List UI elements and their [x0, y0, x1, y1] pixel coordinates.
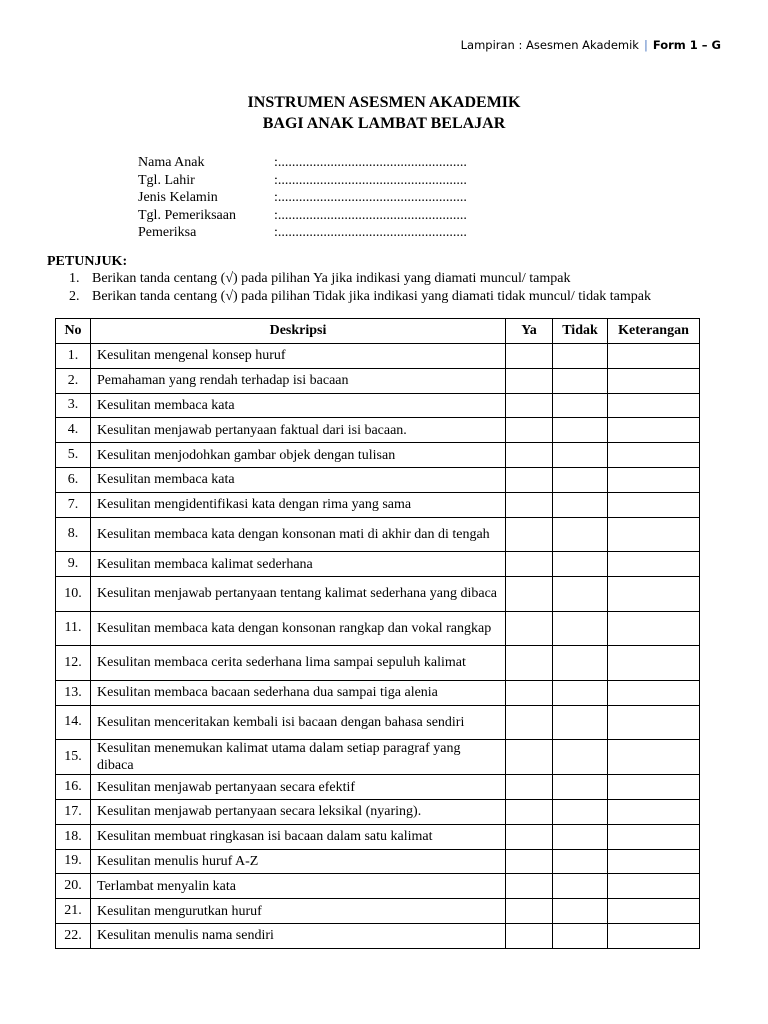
checkbox-cell-ya[interactable] — [506, 874, 553, 899]
checkbox-cell-ya[interactable] — [506, 799, 553, 824]
field-label: Jenis Kelamin — [138, 190, 218, 205]
table-header-row — [56, 319, 700, 344]
document-title: INSTRUMEN ASESMEN AKADEMIK — [247, 94, 521, 111]
table-row — [56, 799, 700, 824]
table-row — [56, 393, 700, 418]
notes-cell[interactable] — [608, 874, 700, 899]
row-number: 10. — [56, 576, 91, 611]
row-number: 2. — [56, 368, 91, 393]
checkbox-cell-tidak[interactable] — [553, 849, 608, 874]
notes-cell[interactable] — [608, 611, 700, 646]
instruction-number: 1. — [69, 271, 80, 286]
table-row — [56, 517, 700, 552]
row-description: Kesulitan menjawab pertanyaan faktual dari isi bacaan. — [91, 418, 506, 443]
identity-fields — [138, 154, 467, 242]
notes-cell[interactable] — [608, 443, 700, 468]
row-number: 6. — [56, 467, 91, 492]
checkbox-cell-ya[interactable] — [506, 705, 553, 740]
notes-cell[interactable] — [608, 368, 700, 393]
row-number: 7. — [56, 492, 91, 517]
column-header-keterangan: Keterangan — [608, 319, 700, 344]
checkbox-cell-ya[interactable] — [506, 418, 553, 443]
field-tgl-lahir — [138, 172, 467, 190]
row-description: Kesulitan mengenal konsep huruf — [91, 344, 506, 369]
field-blank: :...................................................... — [274, 190, 467, 205]
checkbox-cell-tidak[interactable] — [553, 393, 608, 418]
notes-cell[interactable] — [608, 680, 700, 705]
notes-cell[interactable] — [608, 492, 700, 517]
instructions-heading: PETUNJUK: — [47, 254, 128, 269]
row-number: 4. — [56, 418, 91, 443]
checkbox-cell-tidak[interactable] — [553, 923, 608, 948]
table-row — [56, 492, 700, 517]
row-description: Kesulitan menulis huruf A-Z — [91, 849, 506, 874]
checkbox-cell-ya[interactable] — [506, 899, 553, 924]
row-description: Kesulitan membaca kata — [91, 393, 506, 418]
checkbox-cell-tidak[interactable] — [553, 740, 608, 775]
checkbox-cell-tidak[interactable] — [553, 517, 608, 552]
document-subtitle: BAGI ANAK LAMBAT BELAJAR — [262, 115, 506, 132]
checkbox-cell-tidak[interactable] — [553, 576, 608, 611]
notes-cell[interactable] — [608, 705, 700, 740]
checkbox-cell-tidak[interactable] — [553, 824, 608, 849]
checkbox-cell-tidak[interactable] — [553, 775, 608, 800]
checkbox-cell-tidak[interactable] — [553, 899, 608, 924]
checkbox-cell-ya[interactable] — [506, 775, 553, 800]
header-separator: | — [643, 38, 648, 52]
checkbox-cell-tidak[interactable] — [553, 874, 608, 899]
notes-cell[interactable] — [608, 646, 700, 681]
row-number: 11. — [56, 611, 91, 646]
checkbox-cell-ya[interactable] — [506, 552, 553, 577]
table-row — [56, 576, 700, 611]
field-blank: :...................................................... — [274, 172, 467, 188]
checkbox-cell-ya[interactable] — [506, 849, 553, 874]
notes-cell[interactable] — [608, 517, 700, 552]
table-row — [56, 899, 700, 924]
checkbox-cell-ya[interactable] — [506, 467, 553, 492]
notes-cell[interactable] — [608, 418, 700, 443]
notes-cell[interactable] — [608, 775, 700, 800]
row-number: 1. — [56, 344, 91, 369]
checkbox-cell-tidak[interactable] — [553, 368, 608, 393]
column-header-deskripsi: Deskripsi — [91, 319, 506, 344]
field-label: Tgl. Lahir — [138, 172, 195, 188]
row-number: 20. — [56, 874, 91, 899]
row-number: 14. — [56, 705, 91, 740]
row-description: Pemahaman yang rendah terhadap isi bacaan — [91, 368, 506, 393]
row-number: 12. — [56, 646, 91, 681]
checkbox-cell-tidak[interactable] — [553, 443, 608, 468]
row-description: Kesulitan membaca kata — [91, 467, 506, 492]
checkbox-cell-ya[interactable] — [506, 393, 553, 418]
instruction-text: Berikan tanda centang (√) pada pilihan Tidak jika indikasi yang diamati tidak muncul/ tidak tampak — [92, 289, 651, 304]
checkbox-cell-ya[interactable] — [506, 368, 553, 393]
table-row — [56, 611, 700, 646]
table-row — [56, 443, 700, 468]
checkbox-cell-ya[interactable] — [506, 646, 553, 681]
field-jenis-kelamin — [138, 189, 467, 207]
checkbox-cell-ya[interactable] — [506, 517, 553, 552]
notes-cell[interactable] — [608, 552, 700, 577]
column-header-ya: Ya — [506, 319, 553, 344]
checkbox-cell-tidak[interactable] — [553, 552, 608, 577]
checkbox-cell-tidak[interactable] — [553, 646, 608, 681]
row-number: 16. — [56, 775, 91, 800]
table-row — [56, 552, 700, 577]
field-label: Tgl. Pemeriksaan — [138, 207, 236, 223]
table-row — [56, 418, 700, 443]
instruction-text: Berikan tanda centang (√) pada pilihan Ya jika indikasi yang diamati muncul/ tampak — [92, 271, 571, 286]
row-description: Kesulitan menulis nama sendiri — [91, 923, 506, 948]
row-description: Kesulitan mengurutkan huruf — [91, 899, 506, 924]
checkbox-cell-ya[interactable] — [506, 492, 553, 517]
notes-cell[interactable] — [608, 899, 700, 924]
notes-cell[interactable] — [608, 393, 700, 418]
attachment-label: Lampiran : Asesmen Akademik — [460, 38, 639, 52]
checkbox-cell-tidak[interactable] — [553, 680, 608, 705]
checkbox-cell-tidak[interactable] — [553, 344, 608, 369]
table-row — [56, 740, 700, 775]
row-number: 19. — [56, 849, 91, 874]
table-row — [56, 646, 700, 681]
row-number: 8. — [56, 517, 91, 552]
table-row — [56, 824, 700, 849]
row-description: Terlambat menyalin kata — [91, 874, 506, 899]
checkbox-cell-ya[interactable] — [506, 611, 553, 646]
notes-cell[interactable] — [608, 923, 700, 948]
row-description: Kesulitan membaca kata dengan konsonan mati di akhir dan di tengah — [91, 517, 506, 552]
table-row — [56, 680, 700, 705]
table-row — [56, 705, 700, 740]
table-row — [56, 344, 700, 369]
row-number: 15. — [56, 740, 91, 775]
row-number: 13. — [56, 680, 91, 705]
page-header — [461, 38, 721, 52]
notes-cell[interactable] — [608, 467, 700, 492]
checkbox-cell-ya[interactable] — [506, 824, 553, 849]
row-description: Kesulitan membaca kalimat sederhana — [91, 552, 506, 577]
form-code: Form 1 – G — [652, 38, 721, 52]
field-blank: :...................................................... — [274, 155, 467, 170]
notes-cell[interactable] — [608, 799, 700, 824]
table-row — [56, 923, 700, 948]
table-body — [56, 344, 700, 949]
field-nama-anak — [138, 154, 467, 172]
row-number: 5. — [56, 443, 91, 468]
checkbox-cell-ya[interactable] — [506, 923, 553, 948]
row-number: 17. — [56, 799, 91, 824]
assessment-table — [55, 318, 700, 949]
field-label: Pemeriksa — [138, 225, 197, 240]
row-number: 3. — [56, 393, 91, 418]
checkbox-cell-tidak[interactable] — [553, 492, 608, 517]
field-blank: :...................................................... — [274, 225, 467, 240]
notes-cell[interactable] — [608, 576, 700, 611]
notes-cell[interactable] — [608, 849, 700, 874]
row-description: Kesulitan membaca kata dengan konsonan rangkap dan vokal rangkap — [91, 611, 506, 646]
table-row — [56, 368, 700, 393]
row-number: 18. — [56, 824, 91, 849]
column-header-tidak: Tidak — [553, 319, 608, 344]
checkbox-cell-ya[interactable] — [506, 576, 553, 611]
checkbox-cell-tidak[interactable] — [553, 611, 608, 646]
checkbox-cell-ya[interactable] — [506, 740, 553, 775]
row-description: Kesulitan mengidentifikasi kata dengan rima yang sama — [91, 492, 506, 517]
row-description: Kesulitan menjawab pertanyaan tentang kalimat sederhana yang dibaca — [91, 576, 506, 611]
checkbox-cell-tidak[interactable] — [553, 705, 608, 740]
checkbox-cell-tidak[interactable] — [553, 467, 608, 492]
field-blank: :...................................................... — [274, 207, 467, 223]
field-label: Nama Anak — [138, 155, 205, 170]
row-description: Kesulitan menjawab pertanyaan secara leksikal (nyaring). — [91, 799, 506, 824]
instruction-number: 2. — [69, 289, 80, 304]
row-number: 22. — [56, 923, 91, 948]
field-pemeriksa — [138, 224, 467, 242]
table-row — [56, 467, 700, 492]
checkbox-cell-ya[interactable] — [506, 680, 553, 705]
checkbox-cell-tidak[interactable] — [553, 418, 608, 443]
row-description: Kesulitan menjodohkan gambar objek dengan tulisan — [91, 443, 506, 468]
row-description: Kesulitan menjawab pertanyaan secara efektif — [91, 775, 506, 800]
checkbox-cell-ya[interactable] — [506, 443, 553, 468]
table-row — [56, 849, 700, 874]
notes-cell[interactable] — [608, 740, 700, 775]
row-number: 9. — [56, 552, 91, 577]
row-description: Kesulitan menceritakan kembali isi bacaan dengan bahasa sendiri — [91, 705, 506, 740]
instruction-item — [69, 271, 571, 287]
field-tgl-pemeriksaan — [138, 207, 467, 225]
notes-cell[interactable] — [608, 824, 700, 849]
notes-cell[interactable] — [608, 344, 700, 369]
checkbox-cell-tidak[interactable] — [553, 799, 608, 824]
column-header-no: No — [56, 319, 91, 344]
instruction-item — [69, 289, 651, 305]
row-description: Kesulitan membuat ringkasan isi bacaan dalam satu kalimat — [91, 824, 506, 849]
row-number: 21. — [56, 899, 91, 924]
checkbox-cell-ya[interactable] — [506, 344, 553, 369]
table-row — [56, 874, 700, 899]
row-description: Kesulitan menemukan kalimat utama dalam setiap paragraf yang dibaca — [91, 740, 506, 775]
row-description: Kesulitan membaca cerita sederhana lima sampai sepuluh kalimat — [91, 646, 506, 681]
table-row — [56, 775, 700, 800]
row-description: Kesulitan membaca bacaan sederhana dua sampai tiga alenia — [91, 680, 506, 705]
